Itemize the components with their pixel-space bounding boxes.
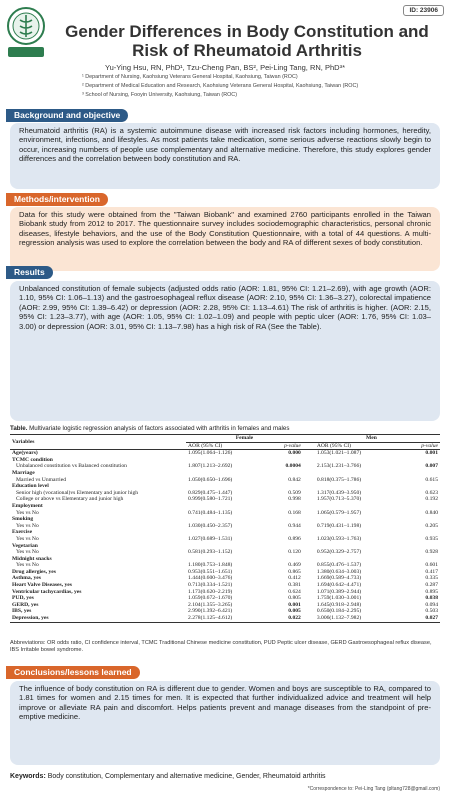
table-row bbox=[10, 463, 440, 470]
empty-cell bbox=[186, 503, 440, 510]
table-row bbox=[10, 496, 440, 503]
male-aor: 0.650(0.184–2.295) bbox=[316, 608, 362, 615]
table-caption-text: Multivariate logistic regression analysis of factors associated with arthritis in females and males bbox=[27, 425, 290, 432]
male-p: 0.895 bbox=[425, 588, 438, 595]
female-p: 0.001 bbox=[288, 601, 301, 608]
correspondence: *Correspondence to: Pei-Ling Tang (pltang728@gmail.com) bbox=[307, 786, 440, 792]
table-row bbox=[10, 562, 440, 569]
table-row bbox=[10, 595, 440, 602]
row-label: Heart Valve Diseases, yes bbox=[12, 582, 72, 589]
female-p: 0.412 bbox=[288, 575, 301, 582]
female-p: 0.168 bbox=[288, 509, 301, 516]
empty-cell bbox=[186, 483, 440, 490]
male-p: 0.192 bbox=[425, 496, 438, 503]
female-p: 0.805 bbox=[288, 595, 301, 602]
row-label: GERD, yes bbox=[12, 601, 39, 608]
row-label: TCMC condition bbox=[12, 456, 53, 463]
male-p: 0.335 bbox=[425, 575, 438, 582]
table-row bbox=[10, 615, 440, 622]
col-male: Men bbox=[303, 435, 440, 443]
female-p: 0.509 bbox=[288, 489, 301, 496]
male-aor: 2.153(1.231–3.766) bbox=[316, 463, 362, 470]
table-caption bbox=[10, 425, 289, 432]
female-aor: 0.953(0.551–1.651) bbox=[188, 568, 233, 575]
male-p: 0.615 bbox=[425, 476, 438, 483]
row-label: Vegetarian bbox=[12, 542, 38, 549]
male-p: 0.935 bbox=[425, 535, 438, 542]
row-label: Ventricular tachycardias, yes bbox=[12, 588, 82, 595]
male-p: 0.001 bbox=[425, 450, 438, 457]
male-aor: 0.952(0.329–2.757) bbox=[316, 549, 362, 556]
male-p: 0.027 bbox=[425, 615, 438, 622]
empty-cell bbox=[186, 516, 440, 523]
female-aor: 1.059(0.672–1.670) bbox=[188, 595, 233, 602]
row-label: Exercise bbox=[12, 529, 33, 536]
sub-aor-female: AOR (95% CI) bbox=[188, 442, 223, 449]
male-aor: 3.006(1.132–7.982) bbox=[316, 615, 362, 622]
female-p: 0.998 bbox=[288, 496, 301, 503]
male-aor: 1.694(0.642–4.471) bbox=[316, 582, 362, 589]
sub-p-female: p-value bbox=[284, 442, 301, 449]
methods-header: Methods/intervention bbox=[6, 193, 108, 206]
row-label: Yes vs No bbox=[16, 535, 39, 542]
row-label: Yes vs No bbox=[16, 549, 39, 556]
col-female: Female bbox=[186, 435, 303, 443]
background-header: Background and objective bbox=[6, 109, 128, 122]
male-aor: 1.645(0.918–2.948) bbox=[316, 601, 362, 608]
results-header: Results bbox=[6, 266, 53, 279]
table-row bbox=[10, 483, 440, 490]
table-row bbox=[10, 529, 440, 536]
female-p: 0.896 bbox=[288, 535, 301, 542]
male-aor: 0.719(0.431–1.198) bbox=[316, 522, 362, 529]
affiliation-3: ³ School of Nursing, Fooyin University, Kaohsiung, Taiwan (ROC) bbox=[82, 92, 237, 98]
conclusions-header: Conclusions/lessons learned bbox=[6, 666, 140, 679]
row-label: Midnight snacks bbox=[12, 555, 52, 562]
table-row bbox=[10, 536, 440, 543]
female-aor: 2.278(1.125–4.612) bbox=[188, 615, 233, 622]
female-aor: 1.444(0.600–3.476) bbox=[188, 575, 233, 582]
female-p: 0.005 bbox=[288, 608, 301, 615]
male-p: 0.623 bbox=[425, 489, 438, 496]
background-text: Rheumatoid arthritis (RA) is a systemic autoimmune disease with increased risk factors including hormones, heredity, environment, infections, and lifestyles. As most patients take medication, some serious adverse reactions slowly begin to occur, increasing numbers of people use complementary and alternative medicine. Therefore, this study explores gender differences and the correlation between body constitution and RA. bbox=[10, 123, 440, 189]
affiliations bbox=[82, 73, 358, 100]
male-aor: 1.023(0.593–1.763) bbox=[316, 535, 362, 542]
row-label: Unbalanced constitution vs Balanced constitution bbox=[16, 463, 127, 470]
table-row bbox=[10, 470, 440, 477]
female-aor: 2.990(1.392–6.421) bbox=[188, 608, 233, 615]
male-p: 0.038 bbox=[425, 595, 438, 602]
table-row bbox=[10, 510, 440, 517]
regression-table bbox=[10, 434, 440, 623]
female-aor: 1.030(0.450–2.357) bbox=[188, 522, 233, 529]
title-line-2: Risk of Rheumatoid Arthritis bbox=[132, 41, 362, 60]
female-p: 0.624 bbox=[288, 588, 301, 595]
authors: Yu-Ying Hsu, RN, PhD¹, Tzu-Cheng Pan, BS², Pei-Ling Tang, RN, PhD³* bbox=[105, 63, 345, 72]
table-abbreviations: Abbreviations: OR odds ratio, CI confidence interval, TCMC Traditional Chinese medicine constitution, PUD Peptic ulcer disease, GERD Gastroesophageal reflux disease, IBS Irritable bowel syndrome. bbox=[10, 640, 432, 653]
col-variables: Variables bbox=[12, 438, 35, 445]
row-label: Yes vs No bbox=[16, 522, 39, 529]
male-aor: 1.380(0.634–3.003) bbox=[316, 568, 362, 575]
male-p: 0.094 bbox=[425, 601, 438, 608]
row-label: Married vs Unmarried bbox=[16, 476, 67, 483]
row-label: Age(years) bbox=[12, 450, 38, 457]
male-aor: 0.818(0.375–1.786) bbox=[316, 476, 362, 483]
female-aor: 1.180(0.753–1.848) bbox=[188, 562, 233, 569]
affiliation-1: ¹ Department of Nursing, Kaohsiung Veterans General Hospital, Kaohsiung, Taiwan (ROC) bbox=[82, 74, 298, 80]
female-p: 0.022 bbox=[288, 615, 301, 622]
female-p: 0.469 bbox=[288, 562, 301, 569]
row-label: Senior high (vocational)vs Elementary and junior high bbox=[16, 489, 139, 496]
poster-id-badge: ID: 23906 bbox=[403, 5, 444, 16]
table-row bbox=[10, 450, 440, 457]
table-caption-label: Table. bbox=[10, 425, 28, 432]
row-label: College or above vs Elementary and junior high bbox=[16, 496, 124, 503]
male-p: 0.928 bbox=[425, 549, 438, 556]
row-label: Asthma, yes bbox=[12, 575, 41, 582]
row-label: Yes vs No bbox=[16, 562, 39, 569]
title-line-1: Gender Differences in Body Constitution and bbox=[65, 22, 429, 41]
row-label: Education level bbox=[12, 483, 49, 490]
male-aor: 0.855(0.476–1.537) bbox=[316, 562, 362, 569]
table-row bbox=[10, 516, 440, 523]
keywords-text: Body constitution, Complementary and alternative medicine, Gender, Rheumatoid arthritis bbox=[45, 773, 326, 780]
poster-title bbox=[52, 22, 442, 60]
row-label: Drug allergies, yes bbox=[12, 568, 56, 575]
male-p: 0.503 bbox=[425, 608, 438, 615]
sub-aor-male: AOR (95% CI) bbox=[316, 442, 352, 449]
male-aor: 1.317(0.439–3.950) bbox=[316, 489, 362, 496]
row-label: Smoking bbox=[12, 516, 34, 523]
row-label: Marriage bbox=[12, 469, 35, 476]
keywords-label: Keywords: bbox=[10, 773, 46, 780]
table-row bbox=[10, 582, 440, 589]
female-aor: 1.027(0.689–1.531) bbox=[188, 535, 233, 542]
row-label: Depression, yes bbox=[12, 615, 49, 622]
female-p: 0.000 bbox=[288, 450, 301, 457]
female-p: 0.865 bbox=[288, 568, 301, 575]
empty-cell bbox=[186, 470, 440, 477]
sub-p-male: p-value bbox=[421, 442, 438, 449]
row-label: IBS, yes bbox=[12, 608, 32, 615]
male-p: 0.205 bbox=[425, 522, 438, 529]
row-label: Employment bbox=[12, 502, 43, 509]
female-aor: 0.713(0.334–1.521) bbox=[188, 582, 233, 589]
male-aor: 1.669(0.589–4.733) bbox=[316, 575, 362, 582]
male-aor: 1.065(0.579–1.957) bbox=[316, 509, 362, 516]
male-p: 0.601 bbox=[425, 562, 438, 569]
affiliation-2: ² Department of Medical Education and Research, Kaohsiung Veterans General Hospital, Kaohsiung, Taiwan (ROC) bbox=[82, 83, 359, 89]
hospital-logo bbox=[6, 6, 46, 60]
row-label: PUD, yes bbox=[12, 595, 34, 602]
table-row bbox=[10, 549, 440, 556]
row-label: Yes vs No bbox=[16, 509, 39, 516]
results-text: Unbalanced constitution of female subjects (adjusted odds ratio (AOR: 1.81, 95% CI: 1.21–2.69), with age growth (AOR: 1.10, 95% CI: 1.06–1.13) and the gastroesophageal reflux disease (AOR: 2.10, 95% CI: 1.36–3.27), colorectal impatience (AOR: 2.99, 95% CI: 1.39–6.42) or depression (AOR: 2.28, 95% CI: 1.13–4.61) The risk of arthritis is higher. (AOR: 2.15, 95% CI: 1.23–3.77), with age (AOR: 1.05, 95% CI: 1.02–1.09) and people with peptic ulcer (AOR: 1.76, 95% CI: 1.03–3.00) or depression (AOR: 3.01, 95% CI: 1.13–7.98) has a high risk of RA (See the Table). bbox=[10, 281, 440, 421]
female-p: 0.944 bbox=[288, 522, 301, 529]
table-row bbox=[10, 477, 440, 484]
female-p: 0.381 bbox=[288, 582, 301, 589]
female-aor: 1.050(0.650–1.696) bbox=[188, 476, 233, 483]
female-aor: 1.173(0.620–2.219) bbox=[188, 588, 233, 595]
female-aor: 0.999(0.580–1.721) bbox=[188, 496, 233, 503]
female-p: 0.120 bbox=[288, 549, 301, 556]
conclusions-text: The influence of body constitution on RA is different due to gender. Women and boys are susceptible to RA, compared to 1.81 times for women and 2.15 times for men. It is expected that further individualized advice and treatment will help improve or alleviate RA pain and discomfort. Helps patients prevent and manage diseases from the standpoint of pre-emptive medicine. bbox=[10, 681, 440, 765]
female-aor: 1.807(1.213–2.692) bbox=[188, 463, 233, 470]
male-aor: 1.071(0.389–2.944) bbox=[316, 588, 362, 595]
female-p: 0.842 bbox=[288, 476, 301, 483]
female-aor: 2.104(1.355–3.265) bbox=[188, 601, 233, 608]
male-p: 0.840 bbox=[425, 509, 438, 516]
empty-cell bbox=[186, 529, 440, 536]
male-p: 0.417 bbox=[425, 568, 438, 575]
female-aor: 0.741(0.484–1.135) bbox=[188, 509, 233, 516]
keywords bbox=[10, 773, 326, 780]
male-aor: 1.759(1.030–3.001) bbox=[316, 595, 362, 602]
female-aor: 0.581(0.293–1.152) bbox=[188, 549, 233, 556]
male-p: 0.007 bbox=[425, 463, 438, 470]
table-row bbox=[10, 503, 440, 510]
male-aor: 1.957(0.713–5.370) bbox=[316, 496, 362, 503]
male-aor: 1.053(1.021–1.087) bbox=[316, 450, 362, 457]
female-aor: 1.095(1.064–1.126) bbox=[188, 450, 233, 457]
female-aor: 0.829(0.475–1.447) bbox=[188, 489, 233, 496]
methods-text: Data for this study were obtained from the "Taiwan Biobank" and examined 2760 participants enrolled in the Taiwan Biobank study from 2012 to 2017. The questionnaire survey includes sociodemographic characteristics, personal chronic diseases, lifestyle behaviors, and the use of the Body Constitution Questionnaire, with a total of 44 questions. A multi-regression analysis was used to explore the correlation between the body and RA of different sexes of body constitution. bbox=[10, 207, 440, 271]
female-p: 0.0004 bbox=[285, 463, 301, 470]
table-row bbox=[10, 523, 440, 530]
male-p: 0.287 bbox=[425, 582, 438, 589]
